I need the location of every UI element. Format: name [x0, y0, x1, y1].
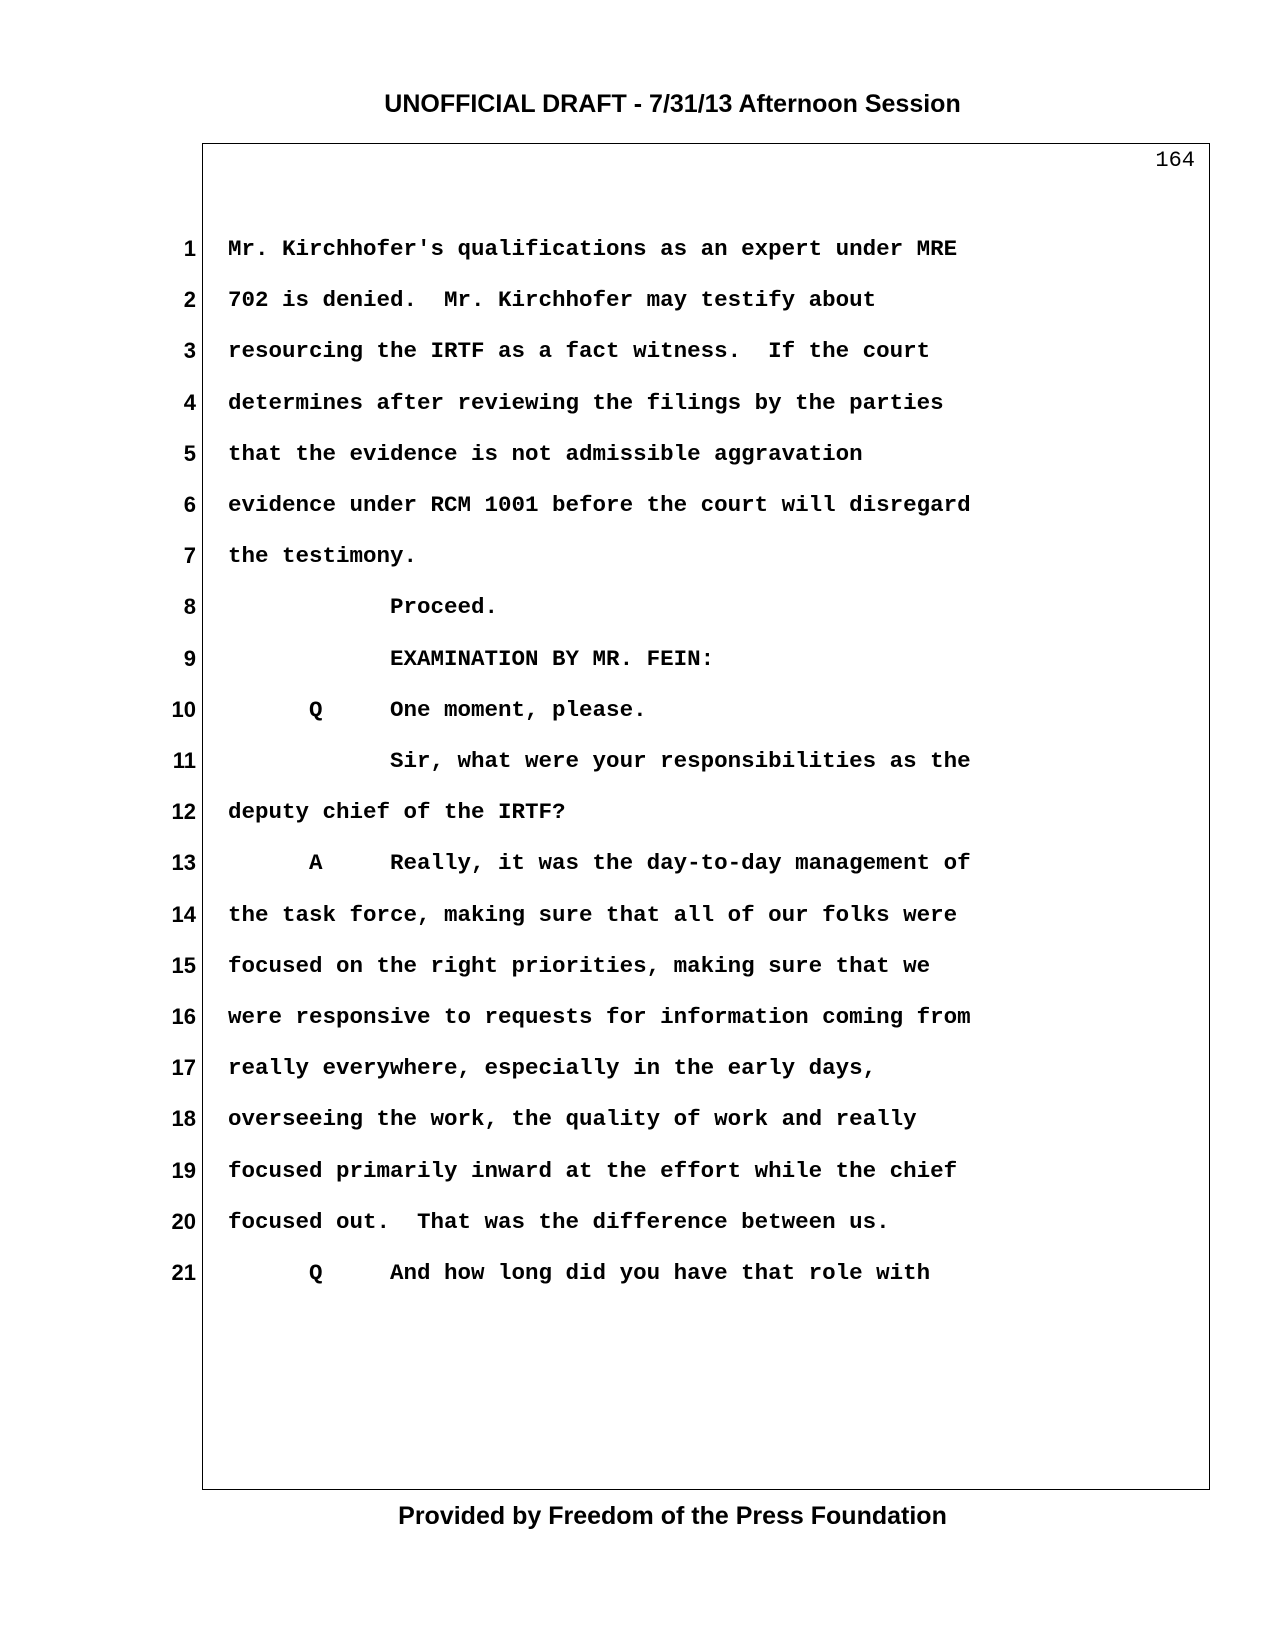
line-number: 9 [183, 646, 196, 671]
line-number: 14 [171, 902, 196, 927]
line-number: 16 [171, 1004, 196, 1029]
line-number: 5 [183, 441, 196, 466]
transcript-line-text: Mr. Kirchhofer's qualifications as an expert under MRE [228, 236, 958, 262]
transcript-line-text: really everywhere, especially in the early days, [228, 1055, 877, 1081]
line-number: 13 [171, 850, 196, 875]
page-header-title: UNOFFICIAL DRAFT - 7/31/13 Afternoon Session [384, 90, 961, 118]
transcript-line-text: focused on the right priorities, making sure that we [228, 953, 931, 979]
line-number: 8 [183, 594, 196, 619]
line-number: 11 [172, 748, 196, 773]
transcript-line-text: Q And how long did you have that role with [228, 1260, 931, 1286]
line-number: 6 [183, 492, 196, 517]
transcript-line-text: EXAMINATION BY MR. FEIN: [228, 646, 715, 672]
page-number: 164 [1155, 148, 1195, 173]
line-number: 15 [171, 953, 196, 978]
line-number: 4 [183, 390, 196, 415]
transcript-line-text: determines after reviewing the filings by the parties [228, 390, 944, 416]
line-number: 17 [171, 1055, 196, 1080]
line-number: 20 [171, 1209, 196, 1234]
transcript-line-text: deputy chief of the IRTF? [228, 799, 566, 825]
transcript-line-text: Sir, what were your responsibilities as the [228, 748, 971, 774]
line-number: 18 [171, 1106, 196, 1131]
transcript-line-text: overseeing the work, the quality of work and really [228, 1106, 917, 1132]
transcript-line-text: focused out. That was the difference between us. [228, 1209, 890, 1235]
line-number: 19 [171, 1158, 196, 1183]
line-number: 7 [183, 543, 196, 568]
transcript-line-text: Proceed. [228, 594, 499, 620]
line-number: 1 [183, 236, 196, 261]
transcript-line-text: Q One moment, please. [228, 697, 647, 723]
transcript-line-text: 702 is denied. Mr. Kirchhofer may testify about [228, 287, 877, 313]
line-number: 12 [171, 799, 196, 824]
transcript-line-text: the testimony. [228, 543, 418, 569]
transcript-line-text: the task force, making sure that all of our folks were [228, 902, 958, 928]
transcript-line-text: that the evidence is not admissible aggravation [228, 441, 863, 467]
transcript-line-text: were responsive to requests for information coming from [228, 1004, 971, 1030]
line-number: 10 [171, 697, 196, 722]
transcript-line-text: resourcing the IRTF as a fact witness. If the court [228, 338, 931, 364]
line-number: 3 [183, 338, 196, 363]
line-number: 21 [171, 1260, 196, 1285]
transcript-line-text: focused primarily inward at the effort while the chief [228, 1158, 958, 1184]
page-footer: Provided by Freedom of the Press Foundation [398, 1502, 947, 1530]
transcript-line-text: evidence under RCM 1001 before the court will disregard [228, 492, 971, 518]
transcript-line-text: A Really, it was the day-to-day management of [228, 850, 971, 876]
line-number: 2 [183, 287, 196, 312]
